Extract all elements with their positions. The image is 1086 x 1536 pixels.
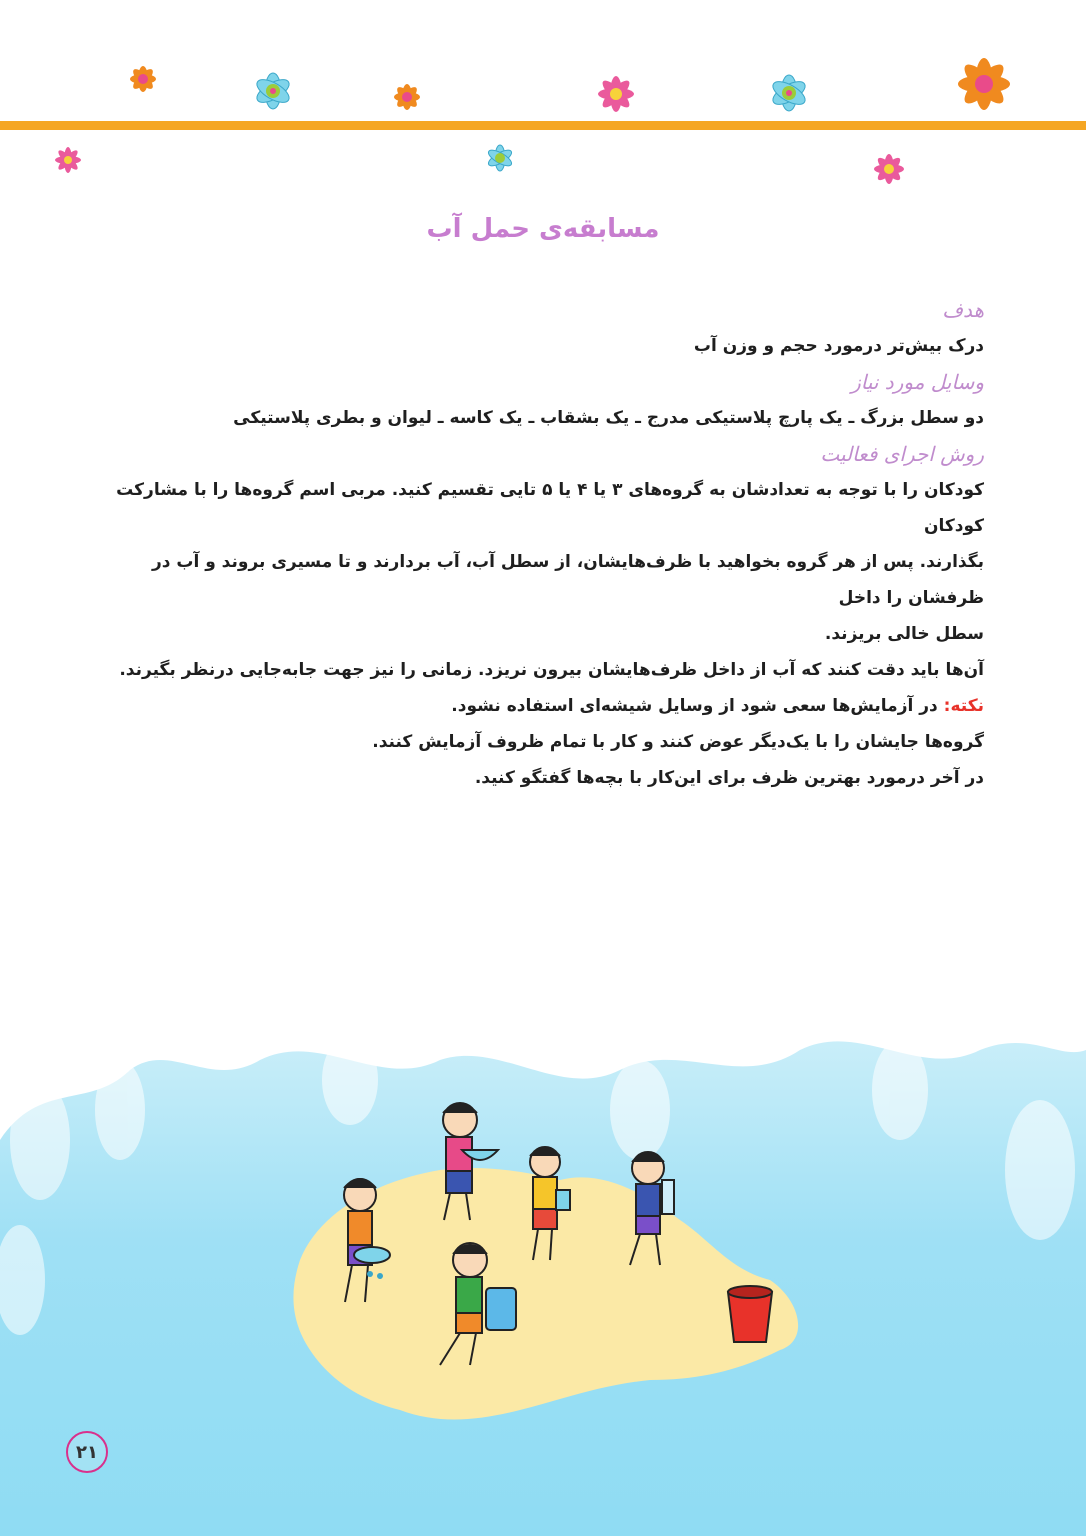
red-bucket — [728, 1286, 772, 1342]
flower-icon — [48, 140, 88, 180]
flower-icon — [866, 146, 912, 192]
flower-icon — [480, 138, 520, 178]
top-decoration — [0, 0, 1086, 200]
flower-icon — [386, 76, 428, 118]
method-line: بگذارند. پس از هر گروه بخواهید با ظرف‌هایشان، از سطل آب، آب بردارند و تا مسیری بروند و آب در ظرفشان را داخل — [151, 552, 984, 608]
method-line: گروه‌ها جایشان را با یک‌دیگر عوض کنند و کار با تمام ظروف آزمایش کنند. — [372, 732, 984, 752]
children-carrying-water-illustration — [0, 1020, 1086, 1536]
method-line: سطل خالی بریزند. — [824, 624, 984, 644]
method-line: در آخر درمورد بهترین ظرف برای این‌کار با بچه‌ها گفتگو کنید. — [474, 768, 984, 788]
note-label: نکته: — [943, 696, 984, 716]
flower-icon — [244, 62, 302, 120]
goal-heading: هدف — [942, 298, 984, 322]
method-line: آن‌ها باید دقت کنند که آب از داخل ظرف‌هایشان بیرون نریزد. زمانی را نیز جهت جابه‌جایی درنظر بگیرند. — [119, 660, 984, 680]
method-heading: روش اجرای فعالیت — [820, 442, 984, 466]
flower-icon — [122, 58, 164, 100]
page-number: ۲۱ — [66, 1431, 108, 1473]
page-title: مسابقه‌ی حمل آب — [426, 214, 660, 244]
flower-icon — [588, 66, 644, 122]
flower-icon — [944, 44, 1024, 124]
activity-content — [102, 292, 984, 796]
note-line — [102, 688, 984, 724]
goal-text: درک بیش‌تر درمورد حجم و وزن آب — [693, 336, 984, 356]
note-text: در آزمایش‌ها سعی شود از وسایل شیشه‌ای استفاده نشود. — [451, 696, 944, 716]
flower-icon — [760, 64, 818, 122]
orange-divider-line — [0, 121, 1086, 130]
method-line: کودکان را با توجه به تعدادشان به گروه‌های ۳ یا ۴ یا ۵ تایی تقسیم کنید. مربی اسم گروه‌ها را با مشارکت کودکان — [116, 480, 984, 536]
materials-heading: وسایل مورد نیاز — [851, 370, 984, 394]
materials-text: دو سطل بزرگ ـ یک پارچ پلاستیکی مدرج ـ یک بشقاب ـ یک کاسه ـ لیوان و بطری پلاستیکی — [233, 408, 984, 428]
